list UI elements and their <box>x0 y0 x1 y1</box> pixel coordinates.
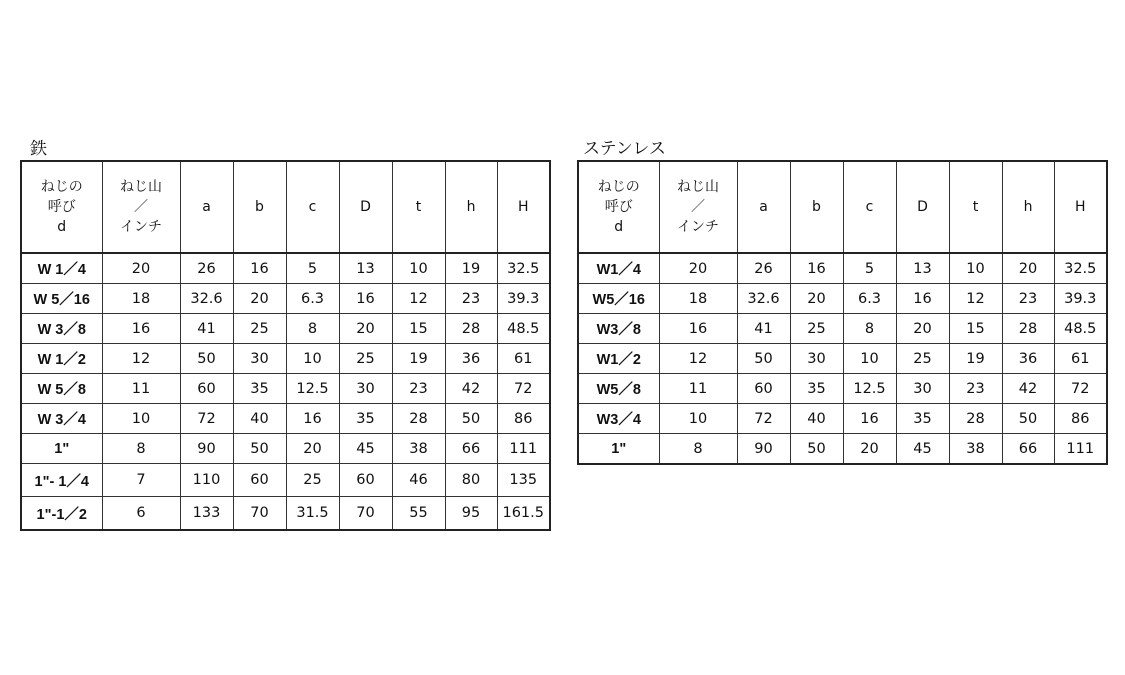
header-t: t <box>392 161 445 253</box>
cell-thread-name: W3／4 <box>578 404 659 434</box>
header-line: 呼び <box>47 199 76 215</box>
cell-a: 133 <box>180 497 233 531</box>
cell-t: 10 <box>392 253 445 284</box>
header-threads-per-inch <box>659 161 737 253</box>
cell-b: 20 <box>233 284 286 314</box>
cell-H: 39.3 <box>1054 284 1107 314</box>
cell-H: 86 <box>497 404 550 434</box>
cell-b: 30 <box>790 344 843 374</box>
header-b: b <box>233 161 286 253</box>
header-H: H <box>497 161 550 253</box>
cell-t: 38 <box>949 434 1002 465</box>
cell-h: 66 <box>1002 434 1054 465</box>
header-t: t <box>949 161 1002 253</box>
cell-b: 16 <box>790 253 843 284</box>
cell-a: 41 <box>737 314 790 344</box>
stainless-table-title: ステンレス <box>583 139 666 159</box>
cell-h: 28 <box>1002 314 1054 344</box>
cell-h: 36 <box>1002 344 1054 374</box>
header-H: H <box>1054 161 1107 253</box>
header-h: h <box>1002 161 1054 253</box>
cell-a: 32.6 <box>737 284 790 314</box>
cell-b: 40 <box>233 404 286 434</box>
cell-threads-per-inch: 6 <box>102 497 180 531</box>
cell-h: 36 <box>445 344 497 374</box>
table-row <box>578 284 1107 314</box>
cell-a: 32.6 <box>180 284 233 314</box>
cell-a: 60 <box>737 374 790 404</box>
cell-H: 32.5 <box>1054 253 1107 284</box>
table-row <box>21 253 550 284</box>
cell-t: 12 <box>949 284 1002 314</box>
cell-H: 72 <box>1054 374 1107 404</box>
cell-D: 13 <box>896 253 949 284</box>
cell-t: 15 <box>392 314 445 344</box>
table-row <box>21 374 550 404</box>
table-row <box>21 284 550 314</box>
cell-D: 30 <box>339 374 392 404</box>
cell-h: 80 <box>445 464 497 497</box>
cell-t: 55 <box>392 497 445 531</box>
cell-D: 16 <box>339 284 392 314</box>
cell-H: 39.3 <box>497 284 550 314</box>
header-c: c <box>843 161 896 253</box>
cell-thread-name: W 3／4 <box>21 404 102 434</box>
header-row <box>21 161 550 253</box>
header-line: d <box>614 219 624 235</box>
cell-D: 13 <box>339 253 392 284</box>
cell-a: 72 <box>180 404 233 434</box>
cell-D: 20 <box>339 314 392 344</box>
cell-a: 90 <box>737 434 790 465</box>
header-line: インチ <box>120 219 162 235</box>
cell-b: 35 <box>790 374 843 404</box>
stainless-spec-table <box>577 160 1108 465</box>
table-row <box>21 464 550 497</box>
cell-b: 20 <box>790 284 843 314</box>
header-line: 呼び <box>604 199 633 215</box>
iron-spec-table <box>20 160 551 531</box>
cell-a: 60 <box>180 374 233 404</box>
cell-t: 23 <box>392 374 445 404</box>
cell-thread-name: 1" <box>21 434 102 464</box>
cell-H: 32.5 <box>497 253 550 284</box>
cell-c: 31.5 <box>286 497 339 531</box>
cell-D: 30 <box>896 374 949 404</box>
header-c: c <box>286 161 339 253</box>
cell-h: 19 <box>445 253 497 284</box>
cell-D: 25 <box>896 344 949 374</box>
cell-threads-per-inch: 8 <box>659 434 737 465</box>
table-row <box>21 314 550 344</box>
cell-c: 20 <box>286 434 339 464</box>
cell-D: 45 <box>896 434 949 465</box>
cell-threads-per-inch: 12 <box>659 344 737 374</box>
cell-thread-name: 1"-1／2 <box>21 497 102 531</box>
table-row <box>21 497 550 531</box>
cell-c: 12.5 <box>286 374 339 404</box>
cell-a: 90 <box>180 434 233 464</box>
cell-c: 5 <box>286 253 339 284</box>
header-line: ／ <box>691 199 705 215</box>
cell-thread-name: 1"- 1／4 <box>21 464 102 497</box>
cell-h: 50 <box>445 404 497 434</box>
cell-D: 35 <box>339 404 392 434</box>
cell-threads-per-inch: 18 <box>102 284 180 314</box>
cell-thread-name: W1／4 <box>578 253 659 284</box>
cell-thread-name: W5／16 <box>578 284 659 314</box>
table-row <box>578 404 1107 434</box>
header-thread-name <box>578 161 659 253</box>
cell-a: 50 <box>737 344 790 374</box>
cell-H: 61 <box>497 344 550 374</box>
cell-b: 35 <box>233 374 286 404</box>
cell-a: 72 <box>737 404 790 434</box>
table-row <box>21 434 550 464</box>
cell-c: 8 <box>286 314 339 344</box>
cell-thread-name: W5／8 <box>578 374 659 404</box>
cell-threads-per-inch: 20 <box>102 253 180 284</box>
header-a: a <box>737 161 790 253</box>
table-row <box>578 314 1107 344</box>
cell-threads-per-inch: 20 <box>659 253 737 284</box>
cell-thread-name: W3／8 <box>578 314 659 344</box>
header-threads-per-inch <box>102 161 180 253</box>
cell-c: 25 <box>286 464 339 497</box>
cell-D: 45 <box>339 434 392 464</box>
cell-c: 16 <box>286 404 339 434</box>
cell-thread-name: W1／2 <box>578 344 659 374</box>
cell-t: 28 <box>949 404 1002 434</box>
header-line: ／ <box>134 199 148 215</box>
cell-b: 25 <box>790 314 843 344</box>
header-line: d <box>57 219 67 235</box>
table-row <box>21 404 550 434</box>
header-D: D <box>339 161 392 253</box>
cell-D: 25 <box>339 344 392 374</box>
cell-thread-name: W 5／16 <box>21 284 102 314</box>
cell-thread-name: W 1／2 <box>21 344 102 374</box>
cell-c: 16 <box>843 404 896 434</box>
cell-threads-per-inch: 11 <box>659 374 737 404</box>
cell-c: 8 <box>843 314 896 344</box>
cell-t: 10 <box>949 253 1002 284</box>
cell-H: 135 <box>497 464 550 497</box>
header-a: a <box>180 161 233 253</box>
cell-H: 48.5 <box>1054 314 1107 344</box>
cell-b: 60 <box>233 464 286 497</box>
cell-thread-name: W 5／8 <box>21 374 102 404</box>
cell-threads-per-inch: 16 <box>659 314 737 344</box>
cell-c: 6.3 <box>843 284 896 314</box>
cell-t: 12 <box>392 284 445 314</box>
header-line: ねじの <box>40 179 83 195</box>
cell-D: 20 <box>896 314 949 344</box>
cell-threads-per-inch: 8 <box>102 434 180 464</box>
cell-H: 86 <box>1054 404 1107 434</box>
table-row <box>21 344 550 374</box>
cell-a: 110 <box>180 464 233 497</box>
cell-threads-per-inch: 16 <box>102 314 180 344</box>
cell-h: 42 <box>445 374 497 404</box>
cell-h: 28 <box>445 314 497 344</box>
header-line: ねじ山 <box>677 179 719 195</box>
cell-D: 70 <box>339 497 392 531</box>
cell-c: 12.5 <box>843 374 896 404</box>
cell-c: 10 <box>843 344 896 374</box>
cell-D: 35 <box>896 404 949 434</box>
cell-a: 26 <box>737 253 790 284</box>
cell-b: 50 <box>233 434 286 464</box>
header-row <box>578 161 1107 253</box>
cell-H: 111 <box>497 434 550 464</box>
cell-h: 20 <box>1002 253 1054 284</box>
table-row <box>578 344 1107 374</box>
header-line: ねじ山 <box>120 179 162 195</box>
cell-threads-per-inch: 10 <box>659 404 737 434</box>
header-h: h <box>445 161 497 253</box>
cell-h: 50 <box>1002 404 1054 434</box>
cell-t: 38 <box>392 434 445 464</box>
cell-H: 111 <box>1054 434 1107 465</box>
cell-h: 66 <box>445 434 497 464</box>
cell-threads-per-inch: 11 <box>102 374 180 404</box>
cell-c: 20 <box>843 434 896 465</box>
header-thread-name <box>21 161 102 253</box>
cell-h: 23 <box>1002 284 1054 314</box>
cell-t: 28 <box>392 404 445 434</box>
header-line: インチ <box>677 219 719 235</box>
cell-threads-per-inch: 18 <box>659 284 737 314</box>
header-b: b <box>790 161 843 253</box>
cell-t: 23 <box>949 374 1002 404</box>
cell-H: 72 <box>497 374 550 404</box>
cell-b: 70 <box>233 497 286 531</box>
cell-threads-per-inch: 10 <box>102 404 180 434</box>
cell-thread-name: 1" <box>578 434 659 465</box>
cell-thread-name: W 1／4 <box>21 253 102 284</box>
cell-H: 61 <box>1054 344 1107 374</box>
cell-threads-per-inch: 12 <box>102 344 180 374</box>
cell-a: 50 <box>180 344 233 374</box>
header-line: ねじの <box>597 179 640 195</box>
cell-b: 40 <box>790 404 843 434</box>
cell-b: 50 <box>790 434 843 465</box>
cell-t: 19 <box>392 344 445 374</box>
cell-H: 161.5 <box>497 497 550 531</box>
cell-thread-name: W 3／8 <box>21 314 102 344</box>
cell-a: 41 <box>180 314 233 344</box>
cell-D: 16 <box>896 284 949 314</box>
header-D: D <box>896 161 949 253</box>
table-row <box>578 374 1107 404</box>
cell-H: 48.5 <box>497 314 550 344</box>
table-row <box>578 253 1107 284</box>
cell-D: 60 <box>339 464 392 497</box>
cell-c: 10 <box>286 344 339 374</box>
cell-a: 26 <box>180 253 233 284</box>
cell-b: 16 <box>233 253 286 284</box>
cell-h: 23 <box>445 284 497 314</box>
cell-h: 42 <box>1002 374 1054 404</box>
table-row <box>578 434 1107 465</box>
cell-b: 30 <box>233 344 286 374</box>
cell-t: 19 <box>949 344 1002 374</box>
cell-threads-per-inch: 7 <box>102 464 180 497</box>
cell-c: 6.3 <box>286 284 339 314</box>
cell-t: 46 <box>392 464 445 497</box>
cell-b: 25 <box>233 314 286 344</box>
iron-table-title: 鉄 <box>30 139 47 159</box>
cell-h: 95 <box>445 497 497 531</box>
cell-t: 15 <box>949 314 1002 344</box>
cell-c: 5 <box>843 253 896 284</box>
